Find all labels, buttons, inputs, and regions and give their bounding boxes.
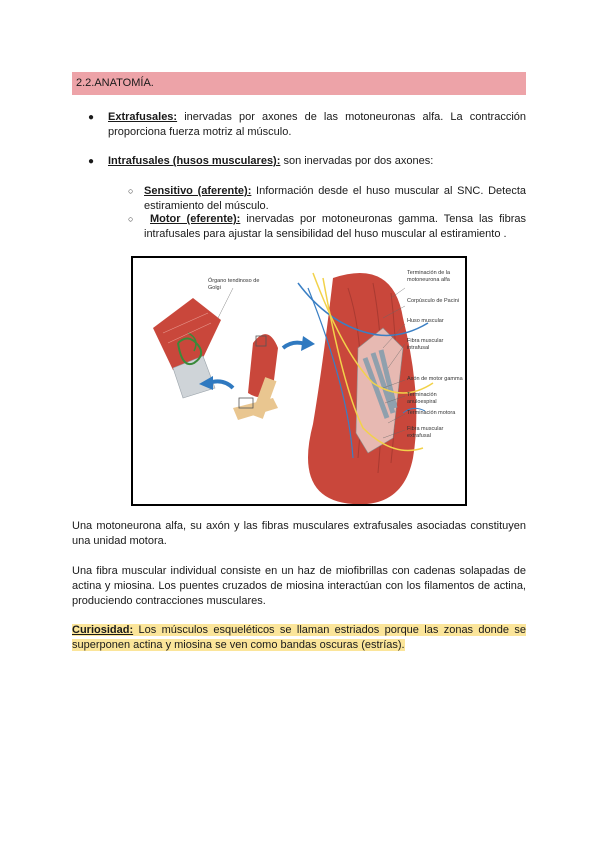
label-axon-gamma: Axón de motor gamma [407,376,463,382]
bullet-dot-icon: ● [88,156,95,167]
label-pacini: Corpúsculo de Pacini [407,298,459,304]
curiosidad-text: Los músculos esqueléticos se llaman estriados porque las zonas donde se superponen actina y miosina se ven como bandas oscuras (estrías). [72,624,526,651]
label-golgi: Órgano tendinoso de Golgi [208,278,260,291]
sub-bullet-term: Motor (eferente): [150,213,241,225]
label-terminacion-motoneurona: Terminación de la motoneurona alfa [407,270,451,283]
section-title: 2.2.ANATOMÍA. [76,77,154,89]
sub-bullet-text [144,212,526,242]
bullet-term: Intrafusales (husos musculares): [108,155,281,167]
sub-bullet-body: inervadas por motoneuronas gamma. Tensa las fibras intrafusales para ajustar la sensibilidad del huso muscular al estiramiento . [144,213,527,240]
curiosidad-term: Curiosidad: [72,624,134,636]
label-terminacion-motora: Terminación motora [407,410,456,416]
sub-bullet-term: Sensitivo (aferente): [144,185,252,197]
paragraph-unidad-motora: Una motoneurona alfa, su axón y las fibras musculares extrafusales asociadas constituyen una unidad motora. [72,520,526,547]
bullet-term: Extrafusales: [108,111,178,123]
bullet-text [108,154,526,169]
label-fibra-extrafusal: Fibra muscular extrafusal [407,426,444,439]
label-fibra-intrafusal: Fibra muscular intrafusal [407,338,444,351]
paragraph-fibra-muscular: Una fibra muscular individual consiste en un haz de miofibrillas con cadenas solapadas de actina y miosina. Los puentes cruzados de miosina interactúan con los filamentos de actina, produciendo contracciones musculares. [72,565,526,607]
sub-bullet-text [144,184,526,214]
arm-illustration [233,334,278,420]
sub-bullet-body: Información desde el huso muscular al SNC. Detecta estiramiento del músculo. [144,185,526,212]
bullet-text [108,110,526,140]
section-header [72,72,526,95]
bullet-dot-icon: ● [88,112,95,123]
hollow-bullet-icon: ○ [128,214,134,224]
label-terminacion-anuloespiral: Terminación anuloespiral [407,392,437,405]
bullet-body: son inervadas por dos axones: [280,155,434,167]
muscle-anatomy-figure [131,256,467,506]
paragraph-curiosidad [72,623,526,653]
bullet-body: inervadas por axones de las motoneuronas alfa. La contracción proporciona fuerza motriz al músculo. [108,111,526,138]
muscle-detail-illustration [298,273,433,504]
hollow-bullet-icon: ○ [128,186,134,196]
label-huso: Huso muscular [407,318,444,324]
